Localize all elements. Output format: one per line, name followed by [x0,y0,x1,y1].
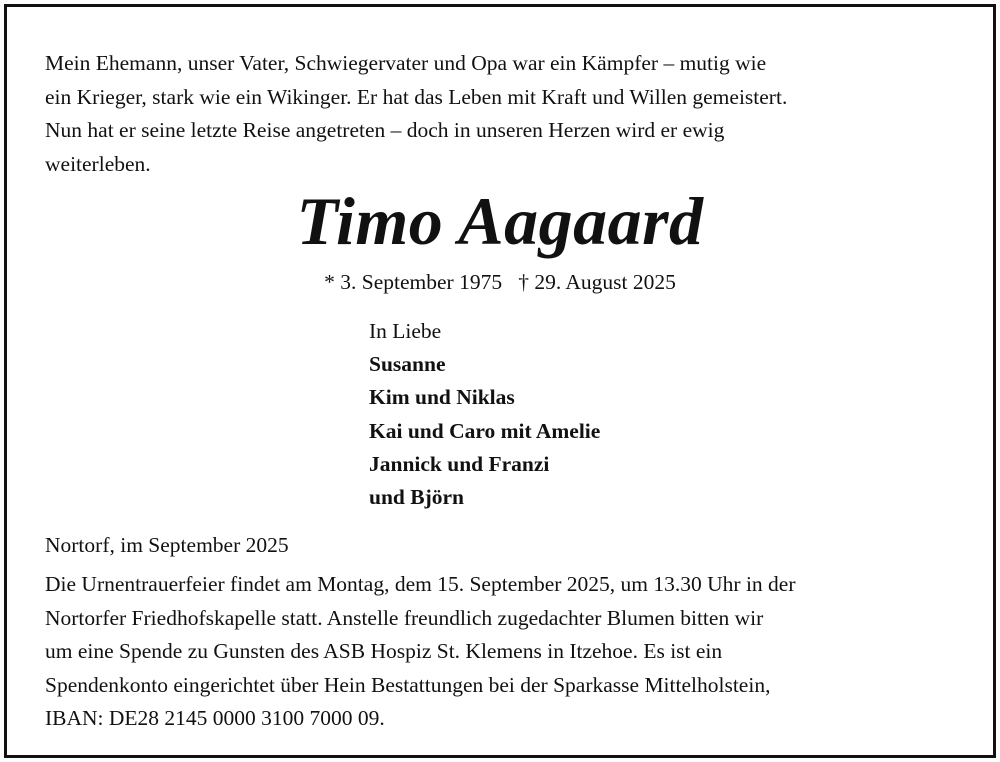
family-lead: In Liebe [369,319,442,343]
intro-text [45,47,975,181]
intro-line: ein Krieger, stark wie ein Wikinger. Er hat das Leben mit Kraft und Willen gemeistert. [45,84,788,109]
family-member: Jannick und Franzi [369,451,550,476]
intro-line: Nun hat er seine letzte Reise angetreten – doch in unseren Herzen wird er ewig [45,118,725,142]
intro-line: Mein Ehemann, unser Vater, Schwiegervater und Opa war ein Kämpfer – mutig wie [45,51,767,75]
family-signatures [369,315,600,514]
family-member: und Björn [369,485,464,510]
place-and-date: Nortorf, im September 2025 [45,533,289,557]
notice-line: um eine Spende zu Gunsten des ASB Hospiz St. Klemens in Itzehoe. Es ist ein [45,639,723,663]
intro-line: weiterleben. [45,151,151,176]
obituary-frame [4,4,996,758]
family-member: Kim und Niklas [369,385,515,410]
deceased-name: Timo Aagaard [296,183,704,259]
family-member: Kai und Caro mit Amelie [369,418,601,443]
life-dates: * 3. September 1975 † 29. August 2025 [324,270,676,294]
funeral-notice [45,568,975,736]
family-member: Susanne [369,352,446,377]
notice-line: IBAN: DE28 2145 0000 3100 7000 09. [45,706,385,730]
notice-line: Die Urnentrauerfeier findet am Montag, dem 15. September 2025, um 13.30 Uhr in der [45,572,796,596]
notice-line: Nortorfer Friedhofskapelle statt. Anstelle freundlich zugedachter Blumen bitten wir [45,605,764,630]
notice-line: Spendenkonto eingerichtet über Hein Bestattungen bei der Sparkasse Mittelholstein, [45,672,771,697]
